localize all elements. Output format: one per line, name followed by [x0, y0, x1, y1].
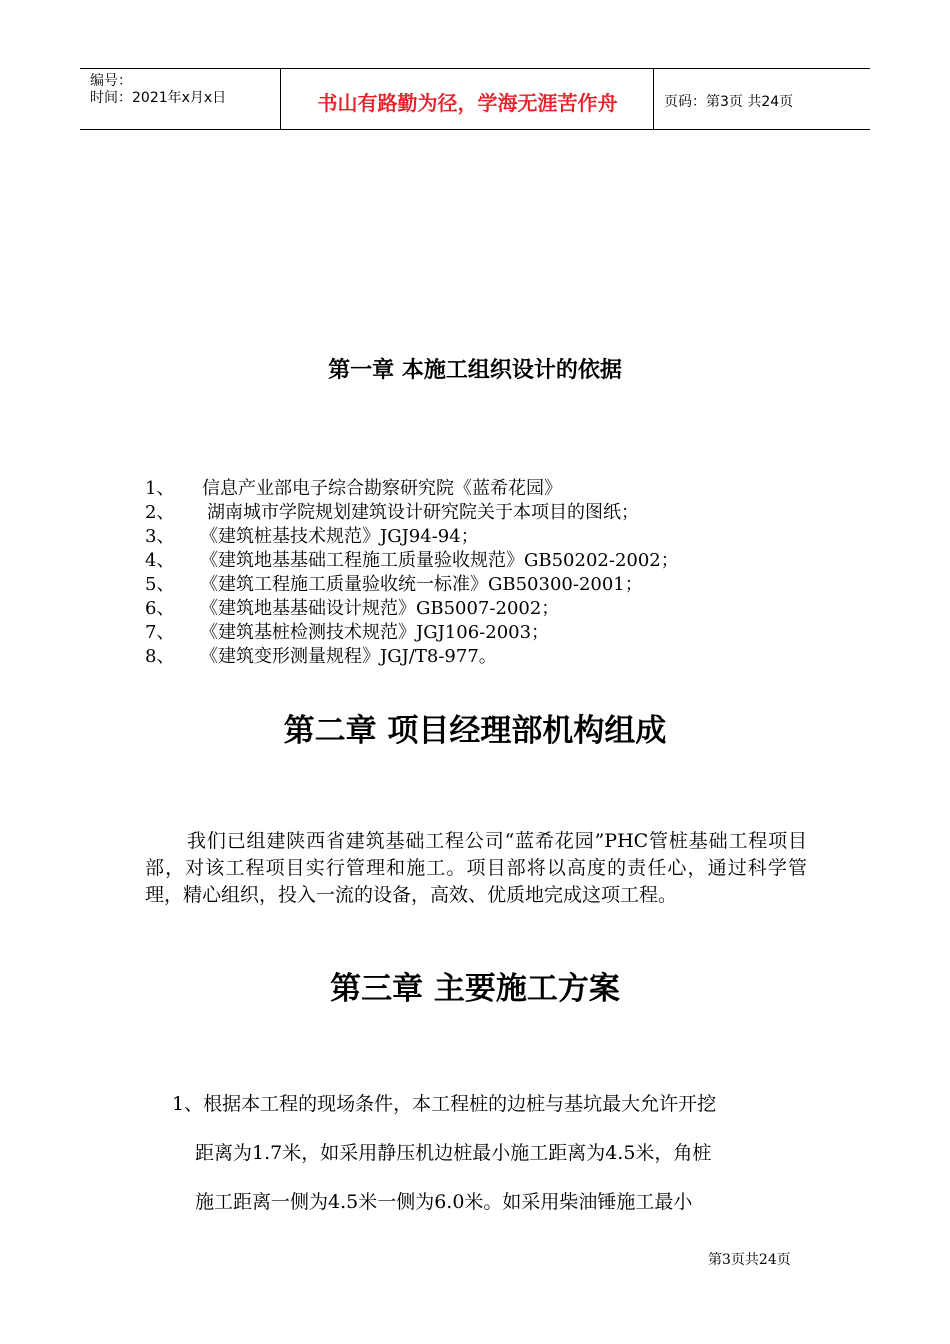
list-item-number: 4、	[145, 550, 175, 571]
list-item-text: 《建筑基桩检测技术规范》JGJ106-2003；	[200, 622, 550, 643]
list-item-number: 1、	[145, 478, 175, 499]
list-item	[145, 621, 679, 645]
plan-line-1: 1、根据本工程的现场条件，本工程桩的边桩与基坑最大允许开挖	[172, 1093, 717, 1115]
list-item-text: 信息产业部电子综合勘察研究院《蓝希花园》	[202, 478, 562, 499]
chapter1-title: 第一章 本施工组织设计的依据	[328, 358, 622, 383]
list-item-number: 2、	[145, 502, 175, 523]
list-item	[145, 549, 679, 573]
list-item-number: 8、	[145, 646, 175, 667]
list-item	[145, 525, 679, 549]
doc-number-label: 编号：	[90, 73, 132, 89]
list-item-text: 《建筑地基基础工程施工质量验收规范》GB50202-2002；	[200, 550, 679, 571]
list-item-number: 3、	[145, 526, 175, 547]
list-item-text: 《建筑地基基础设计规范》GB5007-2002；	[200, 598, 560, 619]
plan-line-3: 施工距离一侧为4.5米一侧为6.0米。如采用柴油锤施工最小	[195, 1191, 693, 1213]
list-item-text: 湖南城市学院规划建筑设计研究院关于本项目的图纸；	[207, 502, 639, 523]
list-item	[145, 501, 679, 525]
header-motto: 书山有路勤为径，学海无涯苦作舟	[317, 91, 618, 115]
list-item	[145, 597, 679, 621]
doc-time-label: 时间：2021年x月x日	[90, 90, 227, 106]
list-item-text: 《建筑桩基技术规范》JGJ94-94；	[200, 526, 479, 547]
header-page-cell	[654, 69, 870, 129]
list-item-number: 6、	[145, 598, 175, 619]
chapter2-title: 第二章 项目经理部机构组成	[283, 713, 667, 749]
header-info-cell	[80, 69, 281, 129]
header-page-number: 页码：第3页 共24页	[664, 94, 794, 110]
list-item-number: 5、	[145, 574, 175, 595]
chapter2-paragraph: 我们已组建陕西省建筑基础工程公司“蓝希花园”PHC管桩基础工程项目部，对该工程项目实行管理和施工。项目部将以高度的责任心，通过科学管理，精心组织，投入一流的设备，高效、优质地完成这项工程。	[145, 830, 807, 906]
list-item	[145, 573, 679, 597]
footer-page-number: 第3页共24页	[708, 1252, 791, 1268]
list-item-text: 《建筑变形测量规程》JGJ/T8-977。	[200, 646, 497, 667]
header-motto-cell	[281, 69, 654, 129]
list-item-text: 《建筑工程施工质量验收统一标准》GB50300-2001；	[200, 574, 643, 595]
page-header	[80, 68, 870, 130]
chapter3-title: 第三章 主要施工方案	[330, 971, 620, 1007]
list-item-number: 7、	[145, 622, 175, 643]
plan-line-2: 距离为1.7米，如采用静压机边桩最小施工距离为4.5米，角桩	[195, 1142, 712, 1164]
list-item	[145, 477, 679, 501]
list-item	[145, 645, 679, 669]
basis-list	[145, 477, 679, 669]
